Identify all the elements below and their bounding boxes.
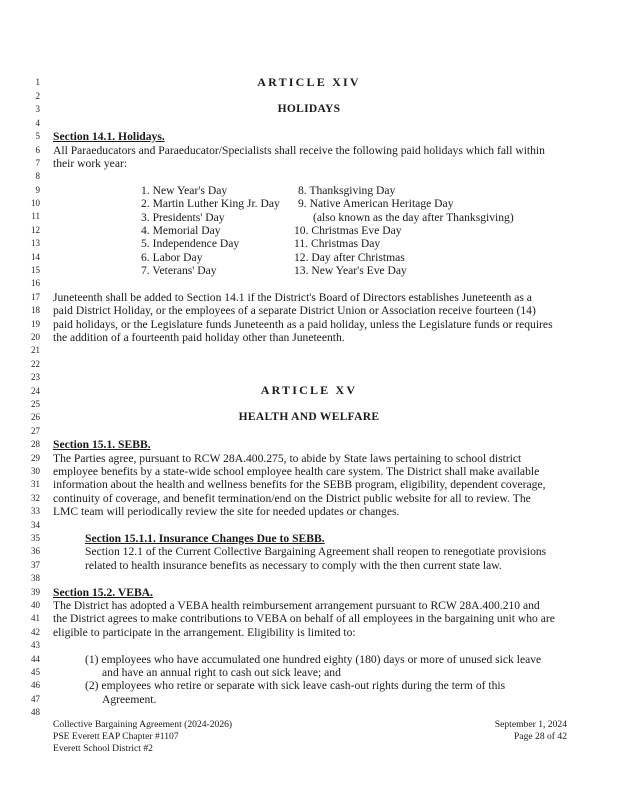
line-number: 46: [31, 680, 40, 690]
footer-page-number: Page 28 of 42: [513, 731, 567, 742]
line-number: 28: [31, 439, 40, 449]
list-item: 10. Christmas Eve Day: [294, 224, 402, 237]
body-line: Section 12.1 of the Current Collective Bargaining Agreement shall reopen to renegotiate provisions: [85, 545, 547, 558]
line-number: 30: [31, 466, 40, 476]
body-line: the District agrees to make contributions to VEBA on behalf of all employees in the bargaining unit who are: [53, 612, 555, 625]
line-number: 37: [31, 560, 40, 570]
line-number: 42: [31, 627, 40, 637]
line-number: 40: [31, 600, 40, 610]
article-14-heading: HOLIDAYS: [277, 103, 341, 115]
article-14-title: ARTICLE XIV: [257, 75, 361, 89]
line-number: 3: [35, 104, 40, 114]
list-item: 3. Presidents' Day: [141, 211, 225, 224]
line-number: 44: [31, 654, 40, 664]
line-number: 13: [31, 238, 40, 248]
section-15-1-title: Section 15.1. SEBB.: [53, 438, 151, 451]
line-number: 38: [31, 573, 40, 583]
line-number: 22: [31, 359, 40, 369]
line-number: 21: [31, 345, 40, 355]
body-line: Juneteenth shall be added to Section 14.1 if the District's Board of Directors establishes Juneteenth as a: [53, 291, 532, 304]
line-number: 11: [31, 211, 40, 221]
footer-date: September 1, 2024: [494, 719, 567, 730]
list-item: 5. Independence Day: [141, 237, 240, 250]
line-number: 35: [31, 533, 40, 543]
line-number: 24: [31, 386, 40, 396]
body-line: related to health insurance benefits as necessary to comply with the then current state law.: [85, 559, 502, 572]
footer-district: Everett School District #2: [53, 743, 153, 754]
body-line: information about the health and wellness benefits for the SEBB program, eligibility, dependent coverage,: [53, 478, 546, 491]
body-line: the addition of a fourteenth paid holiday other than Juneteenth.: [53, 331, 345, 344]
body-line: their work year:: [53, 157, 128, 170]
list-item: 1. New Year's Day: [141, 184, 228, 197]
line-number: 45: [31, 667, 40, 677]
section-14-1-title: Section 14.1. Holidays.: [53, 130, 165, 143]
line-number: 32: [31, 493, 40, 503]
footer-agreement: Collective Bargaining Agreement (2024-2026): [53, 719, 233, 730]
body-line: paid holidays, or the Legislature funds Juneteenth as a paid holiday, unless the Legislature funds or requires: [53, 318, 553, 331]
body-line: The Parties agree, pursuant to RCW 28A.400.275, to abide by State laws pertaining to school district: [53, 452, 522, 465]
line-number: 4: [35, 118, 40, 128]
line-number: 26: [31, 412, 40, 422]
line-number: 20: [31, 332, 40, 342]
article-15-heading: HEALTH AND WELFARE: [238, 411, 380, 423]
line-number: 36: [31, 546, 40, 556]
line-number: 19: [31, 319, 40, 329]
list-item: 8. Thanksgiving Day: [298, 184, 396, 197]
list-item: 2. Martin Luther King Jr. Day: [141, 197, 280, 210]
line-number: 18: [31, 305, 40, 315]
line-number: 29: [31, 453, 40, 463]
line-number: 48: [31, 707, 40, 717]
body-line: eligible to participate in the arrangement. Eligibility is limited to:: [53, 626, 356, 639]
line-number: 47: [31, 694, 40, 704]
line-number: 2: [35, 91, 40, 101]
section-15-2-title: Section 15.2. VEBA.: [53, 586, 153, 599]
list-item: 11. Christmas Day: [294, 237, 381, 250]
body-line: paid District Holiday, or the employees of a separate District Union or Association receive fourteen (14): [53, 304, 536, 317]
line-number: 43: [31, 640, 40, 650]
line-number: 39: [31, 587, 40, 597]
line-number: 17: [31, 292, 40, 302]
footer-chapter: PSE Everett EAP Chapter #1107: [53, 731, 179, 742]
line-number: 16: [31, 278, 40, 288]
line-number: 10: [31, 198, 40, 208]
body-line: The District has adopted a VEBA health reimbursement arrangement pursuant to RCW 28A.400.210 and: [53, 599, 540, 612]
line-number: 6: [35, 145, 40, 155]
list-item: 6. Labor Day: [141, 251, 203, 264]
section-15-1-1-title: Section 15.1.1. Insurance Changes Due to SEBB.: [85, 532, 325, 545]
list-item: (1) employees who have accumulated one hundred eighty (180) days or more of unused sick leave: [85, 653, 542, 666]
list-item: 9. Native American Heritage Day: [298, 197, 454, 210]
line-number: 25: [31, 399, 40, 409]
line-number: 23: [31, 372, 40, 382]
list-item: (2) employees who retire or separate with sick leave cash-out rights during the term of this: [85, 679, 506, 692]
line-number: 5: [35, 131, 40, 141]
line-number: 15: [31, 265, 40, 275]
list-item: 7. Veterans' Day: [141, 264, 217, 277]
body-line: All Paraeducators and Paraeducator/Specialists shall receive the following paid holidays which fall within: [53, 144, 545, 157]
line-number: 8: [35, 171, 40, 181]
list-item-continuation: Agreement.: [102, 693, 157, 706]
line-number: 1: [35, 77, 40, 87]
line-number: 7: [35, 158, 40, 168]
body-line: continuity of coverage, and benefit termination/end on the District public website for all to review. The: [53, 492, 531, 505]
line-number: 14: [31, 252, 40, 262]
line-number: 27: [31, 426, 40, 436]
line-number: 41: [31, 613, 40, 623]
list-item-continuation: and have an annual right to cash out sick leave; and: [102, 666, 341, 679]
line-number: 34: [31, 520, 40, 530]
line-number: 31: [31, 479, 40, 489]
list-item: 4. Memorial Day: [141, 224, 221, 237]
list-item: 12. Day after Christmas: [294, 251, 405, 264]
article-15-title: ARTICLE XV: [260, 383, 358, 397]
list-item-note: (also known as the day after Thanksgiving): [313, 211, 514, 224]
line-number: 12: [31, 225, 40, 235]
list-item: 13. New Year's Eve Day: [294, 264, 407, 277]
line-number: 33: [31, 506, 40, 516]
line-number: 9: [35, 185, 40, 195]
body-line: LMC team will periodically review the site for needed updates or changes.: [53, 505, 400, 518]
body-line: employee benefits by a state-wide school employee health care system. The District shall make available: [53, 465, 540, 478]
